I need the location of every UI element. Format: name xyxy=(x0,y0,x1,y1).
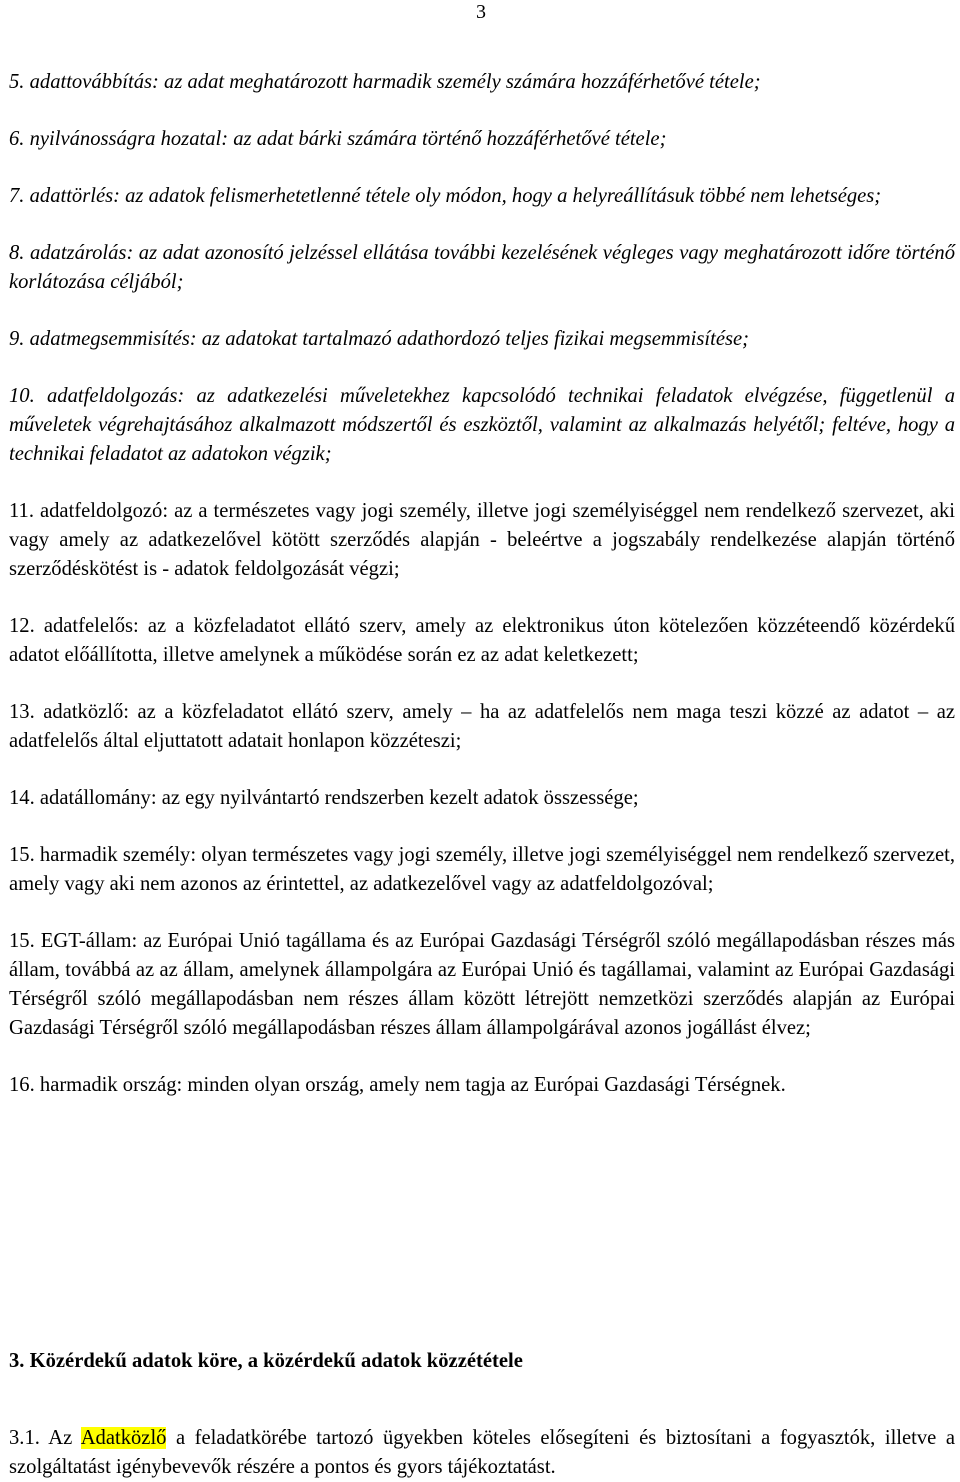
definition-item: 16. harmadik ország: minden olyan ország, amely nem tagja az Európai Gazdasági Térségnek. xyxy=(9,1074,786,1096)
paragraph-prefix: 3.1. Az xyxy=(9,1426,81,1449)
definition-item: 13. adatközlő: az a közfeladatot ellátó szerv, amely – ha az adatfelelős nem maga teszi közzé az adatot – az adatfelelős által eljuttatott adatait honlapon közzéteszi; xyxy=(9,701,955,752)
definition-item: 8. adatzárolás: az adat azonosító jelzéssel ellátása további kezelésének végleges vagy meghatározott időre történő korlátozása céljából; xyxy=(9,242,955,293)
definition-item: 11. adatfeldolgozó: az a természetes vagy jogi személy, illetve jogi személyiséggel nem rendelkező szervezet, aki vagy amely az adatkezelővel kötött szerződés alapján - beleértve a jogszabály rendelkezése alapján történő szerződéskötést is - adatok feldolgozását végzi; xyxy=(9,500,955,580)
definition-item: 7. adattörlés: az adatok felismerhetetlenné tétele oly módon, hogy a helyreállításuk többé nem lehetséges; xyxy=(9,185,882,207)
definition-item: 12. adatfelelős: az a közfeladatot ellátó szerv, amely az elektronikus úton kötelezően közzéteendő közérdekű adatot előállította, illetve amelynek a működése során ez az adat keletkezett; xyxy=(9,615,955,666)
definition-item: 15. EGT-állam: az Európai Unió tagállama és az Európai Gazdasági Térségről szóló megállapodásban részes más állam, továbbá az az állam, amelynek állampolgára az Európai Unió és tagállamai, valamint az Európai Gazdasági Térségről szóló megállapodásban nem részes állam között létrejött nemzetközi szerződés alapján az Európai Gazdasági Térségről szóló megállapodásban részes állam állampolgárával azonos jogállást élvez; xyxy=(9,930,955,1039)
definition-item: 5. adattovábbítás: az adat meghatározott harmadik személy számára hozzáférhetővé tétele; xyxy=(9,71,761,93)
definition-item: 6. nyilvánosságra hozatal: az adat bárki számára történő hozzáférhetővé tétele; xyxy=(9,128,667,150)
page-number: 3 xyxy=(476,1,486,23)
section-heading: 3. Közérdekű adatok köre, a közérdekű adatok közzététele xyxy=(9,1350,523,1372)
definition-item: 9. adatmegsemmisítés: az adatokat tartalmazó adathordozó teljes fizikai megsemmisítése; xyxy=(9,328,749,350)
definition-item: 15. harmadik személy: olyan természetes vagy jogi személy, illetve jogi személyiséggel nem rendelkező szervezet, amely vagy aki nem azonos az érintettel, az adatkezelővel vagy az adatfeldolgozóval; xyxy=(9,844,955,895)
section-paragraph xyxy=(9,1424,955,1482)
definition-item: 10. adatfeldolgozás: az adatkezelési műveletekhez kapcsolódó technikai feladatok elvégzése, függetlenül a műveletek végrehajtásához alkalmazott módszertől és eszköztől, valamint az alkalmazás helyétől; feltéve, hogy a technikai feladatot az adatokon végzik; xyxy=(9,385,955,465)
definition-item: 14. adatállomány: az egy nyilvántartó rendszerben kezelt adatok összessége; xyxy=(9,787,639,809)
highlighted-term: Adatközlő xyxy=(80,1426,167,1449)
definitions-list xyxy=(9,68,955,1128)
paragraph-suffix: a feladatkörébe tartozó ügyekben köteles elősegíteni és biztosítani a fogyasztók, illetve a szolgáltatást igénybevevők részére a pontos és gyors tájékoztatást. xyxy=(9,1426,955,1478)
